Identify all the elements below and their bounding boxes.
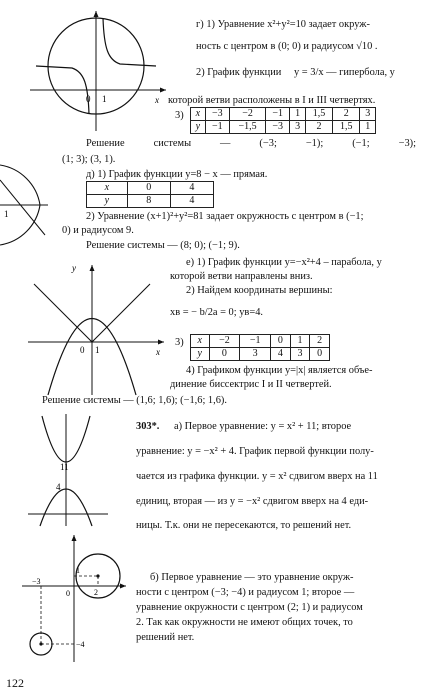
label-eleven: 11 xyxy=(60,462,69,472)
table-row: x 0 4 xyxy=(87,182,214,195)
label-two: 2 xyxy=(94,588,98,597)
two-circles-graph xyxy=(18,532,128,664)
p303-a-line-2: уравнение: y = −x² + 4. График первой функции полу- xyxy=(136,446,374,457)
x-axis-label: x xyxy=(156,347,160,357)
table-row: y 0 3 4 3 0 xyxy=(191,348,330,361)
table-row: x −2 −1 0 1 2 xyxy=(191,335,330,348)
p303-b-line-2: ности с центром (−3; −4) и радиусом 1; второе — xyxy=(136,587,355,598)
e-values-table xyxy=(190,334,330,361)
g-line-3b: y = 3/x — гипербола, у xyxy=(294,67,395,78)
d-line-3: 0) и радиусом 9. xyxy=(62,225,134,236)
origin-label: 0 xyxy=(86,94,91,104)
p303-a-line-5: ницы. Т.к. они не пересекаются, то решений нет. xyxy=(136,520,352,531)
g-line-4: которой ветви расположены в I и III четвертях. xyxy=(168,95,376,106)
g-values-table xyxy=(190,107,376,134)
tick-label: 1 xyxy=(4,209,9,219)
d-solution: Решение системы — (8; 0); (−1; 9). xyxy=(86,240,240,251)
g-solution-2: (1; 3); (3, 1). xyxy=(62,154,116,165)
p303-b-line-1: б) Первое уравнение — это уравнение окруж- xyxy=(150,572,354,583)
label-minus4: −4 xyxy=(76,640,85,649)
d-line-1: д) 1) График функции y=8 − x — прямая. xyxy=(86,169,268,180)
label-four: 4 xyxy=(56,482,61,492)
label-one: 1 xyxy=(76,566,80,575)
y-axis-label: y xyxy=(72,263,76,273)
g-line-2: ность с центром в (0; 0) и радиусом √10 . xyxy=(196,41,378,52)
parabola-abs-graph xyxy=(26,262,166,397)
x-axis-label: x xyxy=(155,95,159,105)
table-row: y 8 4 xyxy=(87,195,214,208)
table-row: y −1 −1,5 −3 3 2 1,5 1 xyxy=(191,121,376,134)
p303-b-line-5: решений нет. xyxy=(136,632,195,643)
e-line-3: 2) Найдем координаты вершины: xyxy=(186,285,333,296)
problem-number: 303*. xyxy=(136,421,160,432)
g-line-1: г) 1) Уравнение x²+y²=10 задает окруж- xyxy=(196,19,370,30)
d-values-table xyxy=(86,181,214,208)
e-line-1: е) 1) График функции y=−x²+4 – парабола, у xyxy=(186,257,382,268)
e-table-label: 3) xyxy=(175,337,184,348)
e-solution: Решение системы — (1,6; 1,6); (−1,6; 1,6). xyxy=(42,395,227,406)
e-line-2: которой ветви направлены вниз. xyxy=(170,271,313,282)
p303-b-line-3: уравнение окружности с центром (2; 1) и радиусом xyxy=(136,602,363,613)
p303-a-line-3: чается из графика функции. y = x² сдвигом вверх на 11 xyxy=(136,471,378,482)
circle-hyperbola-graph xyxy=(28,8,168,133)
circle-line-graph xyxy=(0,145,50,255)
g-line-3a: 2) График функции xyxy=(196,67,282,78)
origin-label: 0 xyxy=(66,589,70,598)
page-number: 122 xyxy=(6,676,24,690)
e-vertex: xв = − b/2a = 0; yв=4. xyxy=(170,307,263,318)
tick-one-label: 1 xyxy=(95,345,100,355)
label-minus3: −3 xyxy=(32,577,41,586)
e-line-4: 4) Графиком функции y=|x| является объе- xyxy=(186,365,373,376)
p303-b-line-4: 2. Так как окружности не имеют общих точек, то xyxy=(136,617,353,628)
tick-one-label: 1 xyxy=(102,94,107,104)
table-row: x −3 −2 −1 1 1,5 2 3 xyxy=(191,108,376,121)
p303-a-line-1: а) Первое уравнение: y = x² + 11; второе xyxy=(174,421,352,432)
p303-a-line-4: единиц, вторая — из y = −x² сдвигом вверх на 4 еди- xyxy=(136,496,369,507)
two-parabolas-graph xyxy=(28,412,108,527)
origin-label: 0 xyxy=(80,345,85,355)
e-line-5: динение биссектрис I и II четвертей. xyxy=(170,379,332,390)
g-table-label: 3) xyxy=(175,110,184,121)
g-solution-1: Решение системы — (−3; −1); (−1; −3); xyxy=(86,138,416,149)
d-line-2: 2) Уравнение (x+1)²+y²=81 задает окружность с центром в (−1; xyxy=(86,211,364,222)
